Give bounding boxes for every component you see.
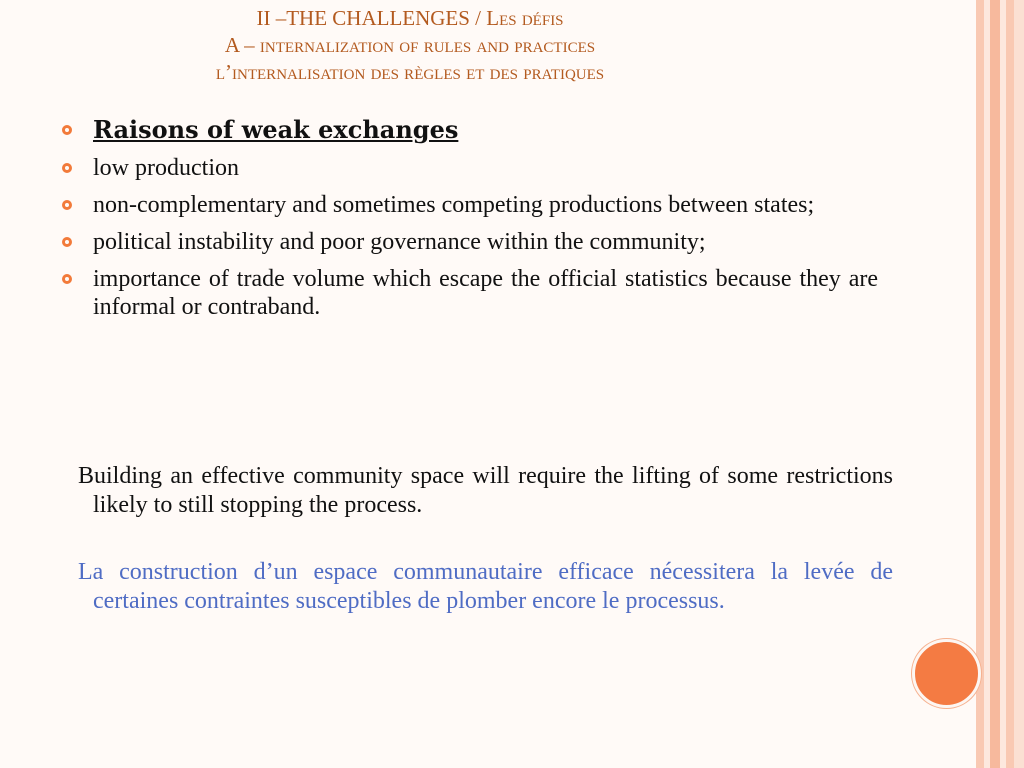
title-line-1: II –THE CHALLENGES / Les défis <box>256 6 564 30</box>
bullet-list <box>62 116 878 330</box>
title-line-3: l’internalisation des règles et des pratiques <box>215 60 605 84</box>
french-paragraph: La construction d’un espace communautaire efficace nécessitera la levée de certaines contraintes susceptibles de plomber encore le processus. <box>78 559 893 614</box>
bullet-circle-icon <box>62 200 72 210</box>
decorative-stripes <box>976 0 1024 768</box>
stripe <box>1014 0 1024 768</box>
bullet-text: low production <box>93 155 239 181</box>
stripe <box>1006 0 1014 768</box>
english-paragraph: Building an effective community space will require the lifting of some restrictions likely to still stopping the process. <box>78 463 893 518</box>
bullet-text: non-complementary and sometimes competing productions between states; <box>93 192 815 218</box>
bullet-circle-icon <box>62 163 72 173</box>
bullet-item <box>62 116 878 145</box>
stripe <box>976 0 984 768</box>
bullet-text: political instability and poor governance within the community; <box>93 229 706 255</box>
bullet-circle-icon <box>62 125 72 135</box>
title-line-2: A – internalization of rules and practices <box>224 33 596 57</box>
bullet-heading: Raisons of weak exchanges <box>93 115 459 144</box>
bullet-circle-icon <box>62 237 72 247</box>
slide-title <box>60 5 760 86</box>
bullet-item <box>62 228 878 256</box>
bullet-item <box>62 154 878 182</box>
decorative-circle <box>912 639 981 708</box>
bullet-item <box>62 265 878 321</box>
stripe <box>990 0 1000 768</box>
bullet-text: importance of trade volume which escape the official statistics because they are informal or contraband. <box>93 266 878 320</box>
bullet-circle-icon <box>62 274 72 284</box>
bullet-item <box>62 191 878 219</box>
